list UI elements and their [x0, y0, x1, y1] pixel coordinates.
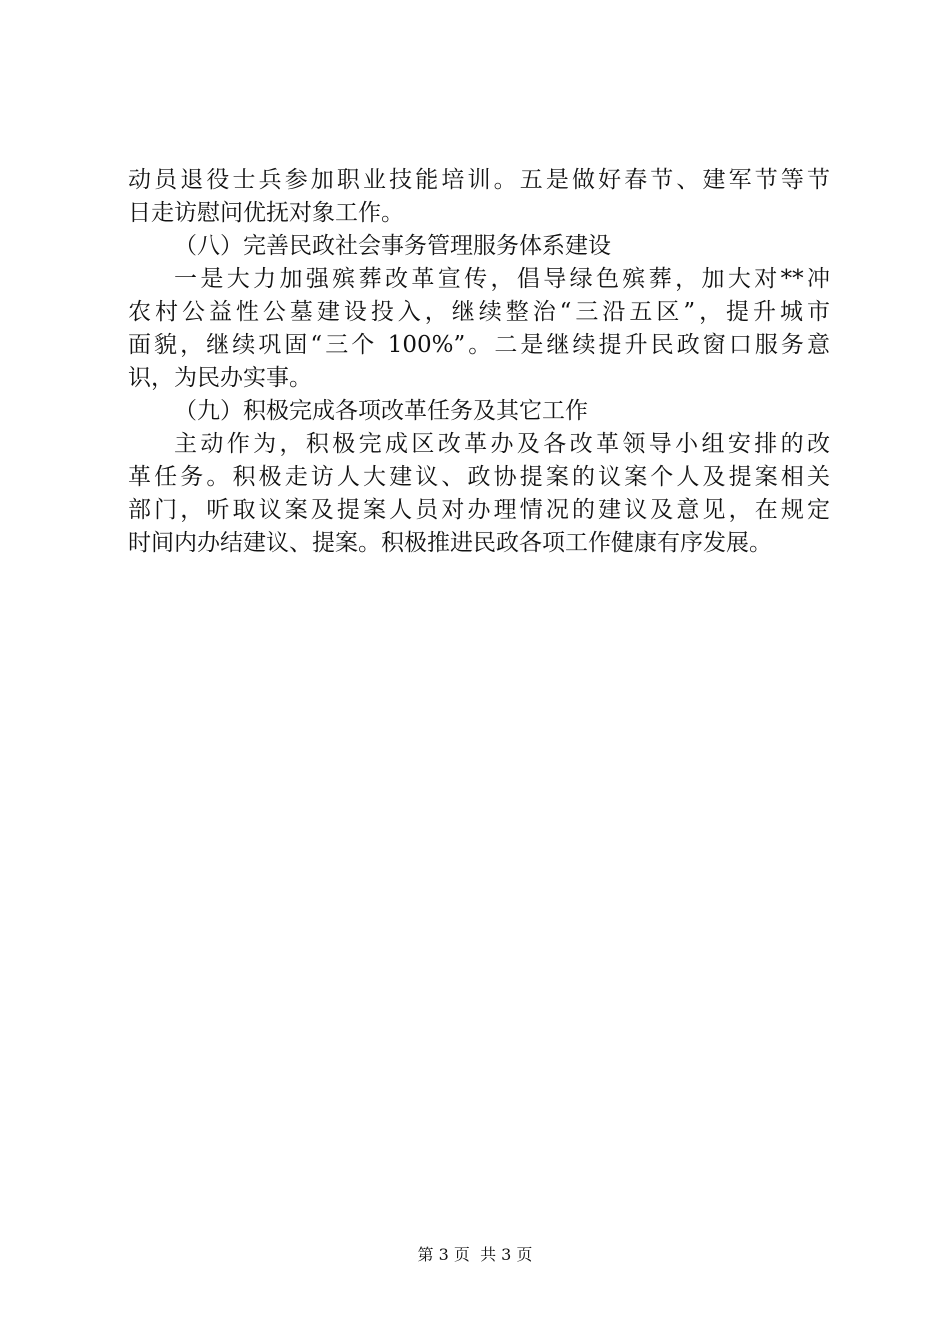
document-body: [128, 164, 830, 560]
section-heading: （九）积极完成各项改革任务及其它工作: [174, 398, 588, 424]
text-line: 面貌，继续巩固“三个 100%”。二是继续提升民政窗口服务意: [128, 332, 830, 358]
text-line: 农村公益性公墓建设投入，继续整治“三沿五区”，提升城市: [128, 299, 830, 325]
text-line: 动员退役士兵参加职业技能培训。五是做好春节、建军节等节: [128, 167, 830, 193]
section-heading: （八）完善民政社会事务管理服务体系建设: [174, 233, 611, 259]
text-line: 主动作为，积极完成区改革办及各改革领导小组安排的改: [174, 431, 830, 457]
text-line: 部门，听取议案及提案人员对办理情况的建议及意见，在规定: [128, 497, 830, 523]
text-line: 识，为民办实事。: [128, 365, 312, 391]
text-line: 一是大力加强殡葬改革宣传，倡导绿色殡葬，加大对**冲: [174, 266, 830, 292]
page-number: 第 3 页 共 3 页: [417, 1245, 533, 1264]
page-footer: [0, 1244, 950, 1266]
text-line: 日走访慰问优抚对象工作。: [128, 200, 404, 226]
text-line: 时间内办结建议、提案。积极推进民政各项工作健康有序发展。: [128, 530, 772, 556]
text-line: 革任务。积极走访人大建议、政协提案的议案个人及提案相关: [128, 464, 830, 490]
